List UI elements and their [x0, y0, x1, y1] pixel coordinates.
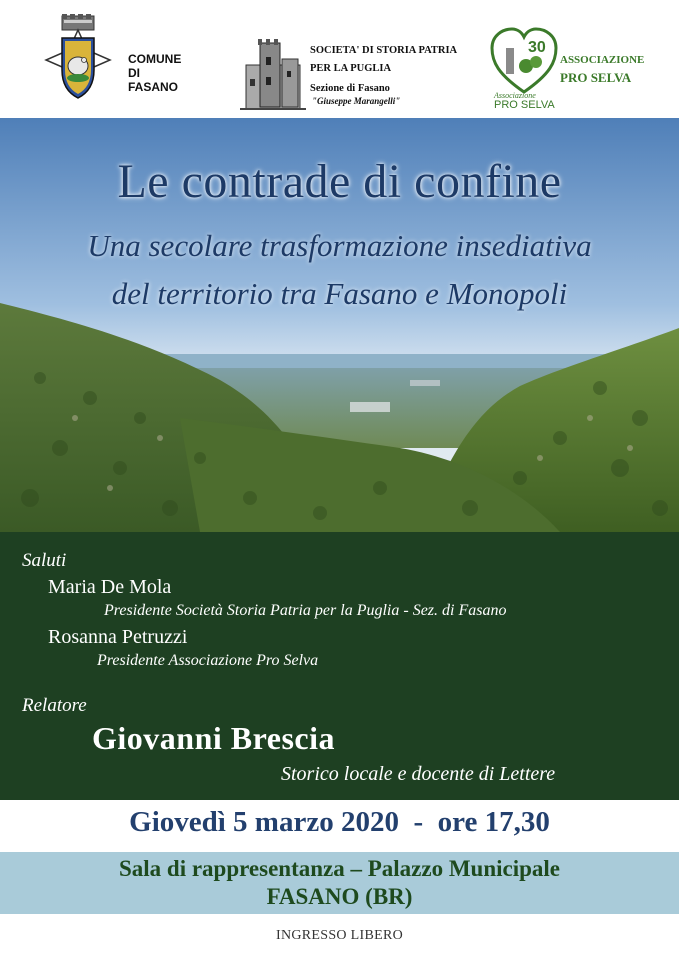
greeter-1-role: Presidente Società Storia Patria per la Puglia - Sez. di Fasano	[104, 602, 507, 619]
societa-name-line-1: SOCIETA' DI STORIA PATRIA	[310, 45, 458, 56]
event-title: Le contrade di confine	[117, 155, 562, 208]
comune-label-line-2: DI	[128, 66, 140, 80]
pro-selva-label-line-2: PRO SELVA	[560, 70, 632, 85]
pro-selva-label-line-1: ASSOCIAZIONE	[560, 54, 645, 66]
castle-tower-icon	[240, 35, 306, 113]
speaker-role: Storico locale e docente di Lettere	[281, 763, 556, 785]
speaker-name: Giovanni Brescia	[92, 720, 335, 756]
comune-di-fasano-logo	[38, 12, 208, 110]
event-subtitle-line-2: del territorio tra Fasano e Monopoli	[111, 276, 568, 311]
pro-selva-badge-script: Associazione	[494, 91, 536, 100]
relatore-label: Relatore	[22, 695, 87, 716]
pro-selva-badge-name: PRO SELVA	[494, 99, 555, 111]
comune-label-line-1: COMUNE	[128, 52, 182, 66]
pro-selva-badge-number: 30	[528, 39, 546, 56]
greeter-2-role: Presidente Associazione Pro Selva	[97, 652, 319, 669]
free-entry-note: INGRESSO LIBERO	[275, 928, 403, 943]
societa-storia-patria-logo	[240, 35, 470, 115]
greeter-2-name: Rosanna Petruzzi	[48, 626, 188, 648]
program-panel	[0, 532, 679, 800]
societa-dedication-line: "Giuseppe Marangelli"	[312, 96, 401, 106]
saluti-label: Saluti	[22, 550, 67, 571]
societa-name-line-2: PER LA PUGLIA	[310, 63, 392, 74]
venue-line-1: Sala di rappresentanza – Palazzo Municipale	[118, 856, 561, 881]
pro-selva-logo	[488, 26, 678, 111]
fasano-coat-of-arms-icon	[38, 12, 118, 110]
venue-line-2: FASANO (BR)	[266, 884, 413, 909]
event-date-time: Giovedì 5 marzo 2020 - ore 17,30	[129, 806, 550, 838]
venue-box	[0, 852, 679, 914]
pro-selva-heart-badge-icon	[488, 26, 560, 111]
comune-label-line-3: FASANO	[128, 80, 179, 94]
hero-landscape-photo	[0, 118, 679, 532]
event-subtitle-line-1: Una secolare trasformazione insediativa	[87, 228, 592, 263]
greeter-1-name: Maria De Mola	[48, 576, 172, 598]
header-logos	[0, 0, 679, 118]
societa-section-line: Sezione di Fasano	[310, 83, 390, 94]
